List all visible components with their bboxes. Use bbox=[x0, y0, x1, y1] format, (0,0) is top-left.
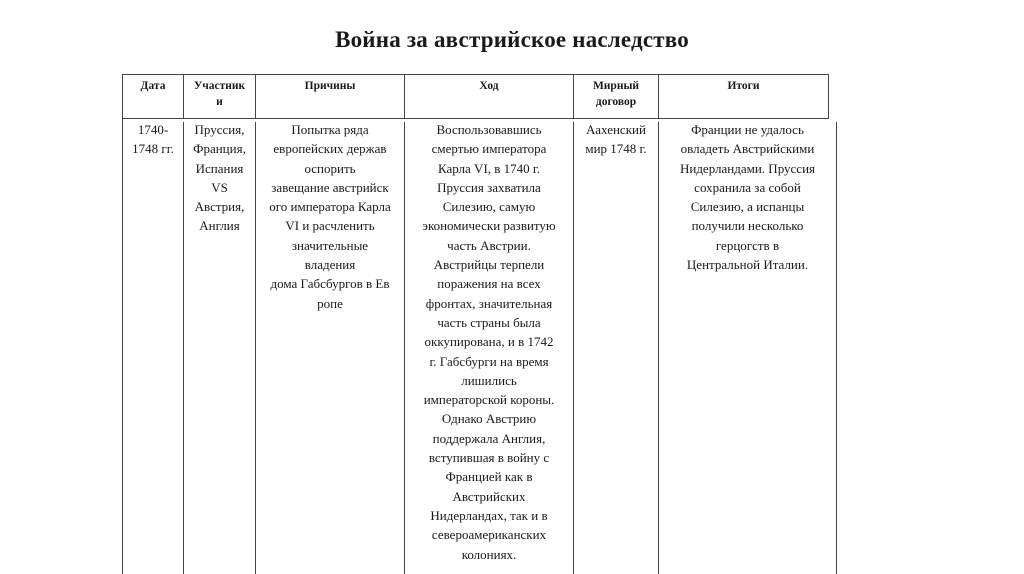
header-course bbox=[405, 78, 573, 94]
cell-date: 1740- 1748 гг. bbox=[132, 122, 174, 157]
header-participants-label: Участник и bbox=[193, 80, 246, 108]
header-course-label: Ход bbox=[479, 80, 499, 92]
cell-causes: Попытка ряда европейских держав оспорить завещание австрийск ого императора Карла VI и расчленить значительные владения дома Габсбургов в Ев ропе bbox=[269, 122, 391, 311]
body-divider bbox=[122, 119, 123, 574]
body-divider bbox=[836, 122, 837, 574]
header-participants bbox=[184, 78, 255, 110]
header-causes bbox=[256, 78, 404, 94]
header-causes-label: Причины bbox=[304, 80, 356, 92]
header-date-label: Дата bbox=[140, 80, 166, 92]
header-bottom-border bbox=[122, 118, 829, 119]
cell-participants: Пруссия, Франция, Испания VS Австрия, Англия bbox=[193, 122, 246, 234]
body-divider bbox=[573, 122, 574, 574]
cell-treaty: Аахенский мир 1748 г. bbox=[585, 122, 647, 157]
page-title: Война за австрийское наследство bbox=[335, 27, 689, 52]
header-top-border bbox=[122, 74, 829, 75]
header-results bbox=[659, 78, 828, 94]
header-treaty-label: Мирный договор bbox=[592, 80, 640, 108]
header-treaty bbox=[574, 78, 658, 110]
cell-results: Франции не удалось овладеть Австрийскими Нидерландами. Пруссия сохранила за собой Силезию, а испанцы получили несколько герцогств в Центральной Италии. bbox=[679, 122, 816, 273]
cell-course: Воспользовавшись смертью императора Карла VI, в 1740 г. Пруссия захватила Силезию, самую экономически развитую часть Австрии. Австрийцы терпели поражения на всех фронтах, значительная часть страны была оккупирована, и в 1742 г. Габсбурги на время лишились императорской короны. Однако Австрию поддержала Англия, вступившая в войну с Францией как в Австрийских Нидерландах, так и в североамериканских колониях. bbox=[422, 122, 556, 562]
header-divider bbox=[828, 74, 829, 119]
header-results-label: Итоги bbox=[727, 80, 760, 92]
header-date bbox=[123, 78, 183, 94]
